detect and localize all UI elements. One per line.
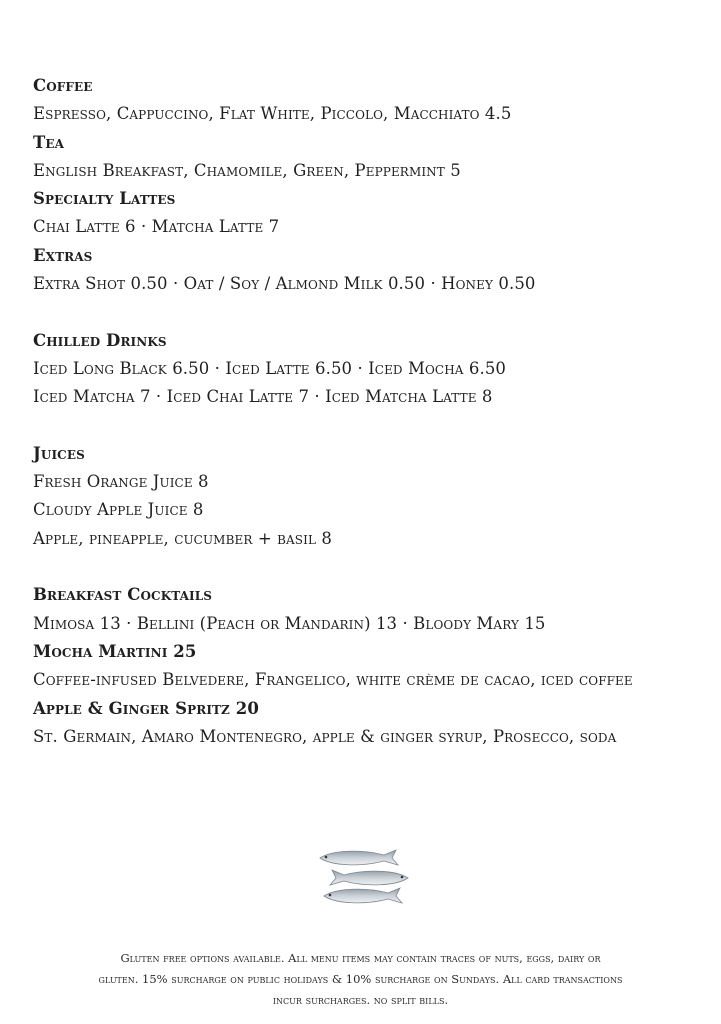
section-heading: Coffee	[33, 76, 93, 95]
footer-line-3: incur surcharges. no split bills.	[272, 993, 449, 1007]
menu-item-line: Chai Latte 6 · Matcha Latte 7	[33, 217, 280, 237]
menu-item-line: English Breakfast, Chamomile, Green, Peppermint 5	[33, 160, 461, 180]
section-heading: Chilled Drinks	[33, 330, 167, 350]
section-heading: Extras	[33, 245, 93, 265]
fish-middle	[330, 870, 408, 885]
section-heading: Tea	[33, 132, 65, 152]
menu-item-line: Espresso, Cappuccino, Flat White, Piccolo, Macchiato 4.5	[33, 104, 512, 124]
section-spacer	[33, 553, 693, 581]
section-heading: Juices	[33, 443, 85, 463]
menu-item-line: Iced Matcha 7 · Iced Chai Latte 7 · Iced Matcha Latte 8	[33, 387, 493, 407]
sardines-illustration-icon	[310, 842, 410, 910]
section-spacer	[33, 412, 693, 440]
footer-line-1: Gluten free options available. All menu items may contain traces of nuts, eggs, dairy or	[120, 951, 601, 965]
menu-item-line: Cloudy Apple Juice 8	[33, 500, 204, 520]
fish-top	[320, 850, 398, 865]
footer-notice	[20, 948, 701, 1011]
section-heading: Specialty Lattes	[33, 189, 176, 209]
section-heading: Breakfast Cocktails	[33, 585, 213, 605]
menu-item-line: Apple, pineapple, cucumber + basil 8	[33, 528, 332, 548]
section-spacer	[33, 298, 693, 326]
menu-item-line: St. Germain, Amaro Montenegro, apple & ginger syrup, Prosecco, soda	[33, 726, 617, 746]
section-heading: Apple & Ginger Spritz 20	[33, 698, 259, 718]
menu-body	[33, 72, 693, 751]
footer-line-2: gluten. 15% surcharge on public holidays & 10% surcharge on Sundays. All card transactions	[98, 972, 623, 986]
menu-item-line: Mimosa 13 · Bellini (Peach or Mandarin) 13 · Bloody Mary 15	[33, 613, 546, 633]
menu-item-line: Extra Shot 0.50 · Oat / Soy / Almond Milk 0.50 · Honey 0.50	[33, 274, 536, 294]
menu-item-line: Coffee-infused Belvedere, Frangelico, white crème de cacao, iced coffee	[33, 670, 633, 690]
fish-bottom	[324, 888, 402, 903]
menu-item-line: Iced Long Black 6.50 · Iced Latte 6.50 · Iced Mocha 6.50	[33, 358, 507, 378]
menu-item-line: Fresh Orange Juice 8	[33, 472, 209, 492]
section-heading: Mocha Martini 25	[33, 641, 197, 661]
